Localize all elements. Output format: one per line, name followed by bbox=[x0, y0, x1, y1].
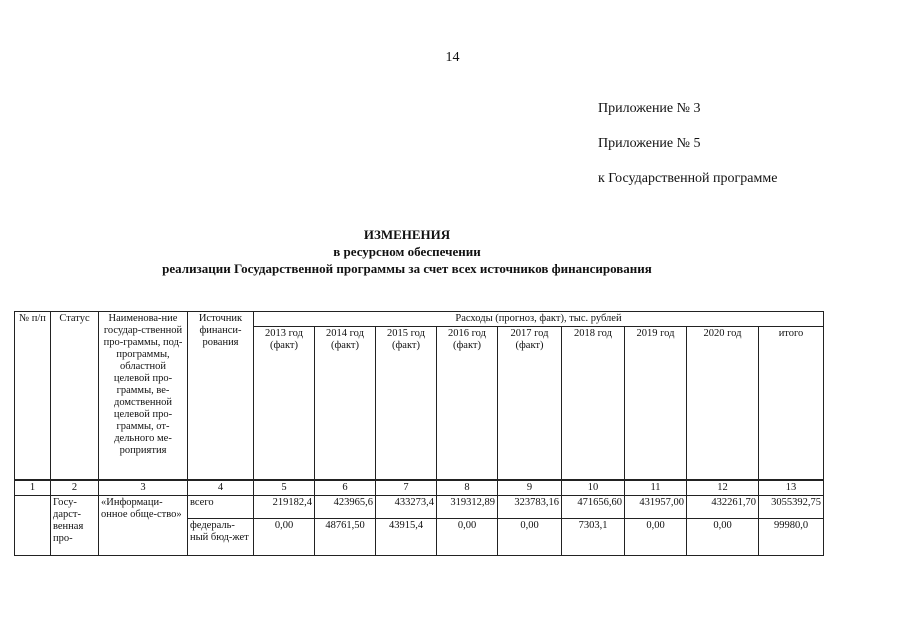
column-number: 13 bbox=[759, 480, 824, 496]
header-year: 2016 год (факт) bbox=[437, 327, 498, 481]
header-status: Статус bbox=[51, 312, 99, 481]
appendix-line-3: к Государственной программе bbox=[598, 171, 778, 186]
value-cell: 0,00 bbox=[254, 519, 315, 556]
value-cell: 48761,50 bbox=[315, 519, 376, 556]
column-number: 10 bbox=[562, 480, 625, 496]
appendix-line-1: Приложение № 3 bbox=[598, 101, 701, 116]
header-year: 2017 год (факт) bbox=[498, 327, 562, 481]
value-cell: 319312,89 bbox=[437, 496, 498, 519]
page-number: 14 bbox=[445, 50, 460, 65]
column-number: 11 bbox=[625, 480, 687, 496]
header-name: Наименова-ние государ-ственной про-граммы, под-программы, областной целевой про-граммы, ве-домственной целевой про-граммы, от-дельного ме-роприятия bbox=[99, 312, 188, 481]
column-number: 6 bbox=[315, 480, 376, 496]
row-source: федераль-ный бюд-жет bbox=[188, 519, 254, 556]
header-year: 2013 год (факт) bbox=[254, 327, 315, 481]
value-cell: 0,00 bbox=[687, 519, 759, 556]
header-total: итого bbox=[759, 327, 824, 481]
value-cell: 0,00 bbox=[437, 519, 498, 556]
value-cell: 99980,0 bbox=[759, 519, 824, 556]
column-number: 7 bbox=[376, 480, 437, 496]
column-number: 1 bbox=[15, 480, 51, 496]
column-number: 8 bbox=[437, 480, 498, 496]
resource-table bbox=[14, 311, 824, 556]
value-cell: 7303,1 bbox=[562, 519, 625, 556]
row-name: «Информаци-онное обще-ство» bbox=[99, 496, 188, 556]
title-subheading: в ресурсном обеспечении bbox=[333, 244, 481, 259]
header-source: Источник финанси-рования bbox=[188, 312, 254, 481]
column-number: 3 bbox=[99, 480, 188, 496]
column-number: 2 bbox=[51, 480, 99, 496]
header-year: 2014 год (факт) bbox=[315, 327, 376, 481]
appendix-line-2: Приложение № 5 bbox=[598, 136, 701, 151]
value-cell: 432261,70 bbox=[687, 496, 759, 519]
column-number: 4 bbox=[188, 480, 254, 496]
column-number: 9 bbox=[498, 480, 562, 496]
value-cell: 3055392,75 bbox=[759, 496, 824, 519]
column-number: 5 bbox=[254, 480, 315, 496]
table-row bbox=[15, 496, 824, 519]
value-cell: 323783,16 bbox=[498, 496, 562, 519]
row-status: Госу-дарст-венная про- bbox=[51, 496, 99, 556]
title-description: реализации Государственной программы за счет всех источников финансирования bbox=[162, 261, 652, 276]
value-cell: 0,00 bbox=[498, 519, 562, 556]
column-number: 12 bbox=[687, 480, 759, 496]
header-year: 2020 год bbox=[687, 327, 759, 481]
header-num: № п/п bbox=[15, 312, 51, 481]
value-cell: 431957,00 bbox=[625, 496, 687, 519]
value-cell: 43915,4 bbox=[376, 519, 437, 556]
header-year: 2015 год (факт) bbox=[376, 327, 437, 481]
value-cell: 219182,4 bbox=[254, 496, 315, 519]
header-expenses: Расходы (прогноз, факт), тыс. рублей bbox=[254, 312, 824, 327]
header-year: 2018 год bbox=[562, 327, 625, 481]
row-num bbox=[15, 496, 51, 556]
header-year: 2019 год bbox=[625, 327, 687, 481]
row-source: всего bbox=[188, 496, 254, 519]
title-heading: ИЗМЕНЕНИЯ bbox=[363, 227, 451, 242]
value-cell: 471656,60 bbox=[562, 496, 625, 519]
value-cell: 423965,6 bbox=[315, 496, 376, 519]
value-cell: 433273,4 bbox=[376, 496, 437, 519]
value-cell: 0,00 bbox=[625, 519, 687, 556]
